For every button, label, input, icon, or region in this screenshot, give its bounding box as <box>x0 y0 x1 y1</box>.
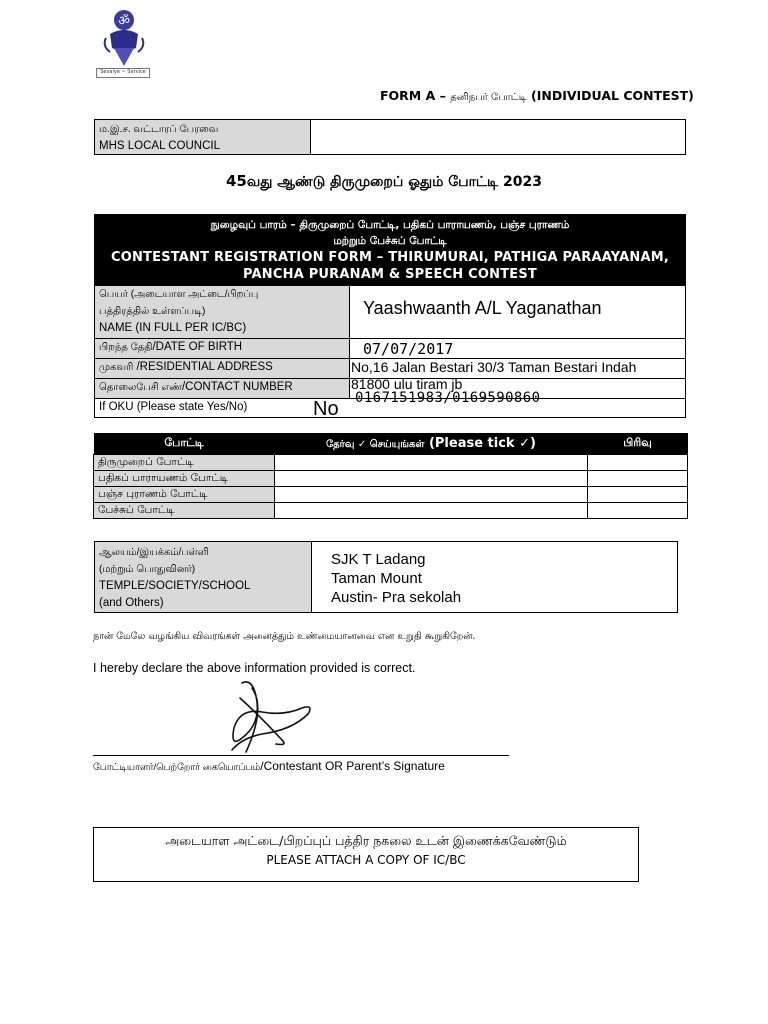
category-cell[interactable] <box>588 487 688 503</box>
name-field[interactable]: Yaashwaanth A/L Yaganathan <box>363 298 602 318</box>
attach-english: PLEASE ATTACH A COPY OF IC/BC <box>266 853 466 867</box>
registration-form <box>94 214 686 418</box>
address-line-2: 81800 ulu tiram jb <box>351 376 463 392</box>
signature-image <box>222 678 322 760</box>
page-title: 45வது ஆண்டு திருமுறைப் ஓதும் போட்டி 2023 <box>225 172 543 190</box>
contest-name: திருமுறைப் போட்டி <box>94 455 275 471</box>
category-cell[interactable] <box>588 471 688 487</box>
contest-name: பேச்சுப் போட்டி <box>94 503 275 519</box>
registration-header <box>95 215 685 285</box>
logo-caption: Sevaiye ~ Service <box>96 68 150 78</box>
col-contest: போட்டி <box>94 433 275 455</box>
tick-cell[interactable] <box>275 471 588 487</box>
oku-label: If OKU (Please state Yes/No) <box>95 399 313 417</box>
contact-row <box>95 376 685 406</box>
header-english-line-1: CONTESTANT REGISTRATION FORM – THIRUMURAI, PATHIGA PARAAYANAM, <box>110 250 670 265</box>
table-row <box>94 455 688 471</box>
oku-row <box>95 398 685 420</box>
contest-name: பதிகப் பாராயணம் போட்டி <box>94 471 275 487</box>
category-cell[interactable] <box>588 455 688 471</box>
signature-line <box>93 755 509 756</box>
contact-label: தொலைபேசி எண்/CONTACT NUMBER <box>95 379 350 398</box>
name-row <box>95 285 685 338</box>
category-cell[interactable] <box>588 503 688 519</box>
declaration-english: I hereby declare the above information provided is correct. <box>93 661 416 675</box>
name-label: பெயர் (அடையாள அட்டை/பிறப்பு பத்திரத்தில் உள்ளப்படி) NAME (IN FULL PER IC/BC) <box>95 286 350 338</box>
temple-field[interactable]: SJK T Ladang Taman Mount Austin- Pra sekolah <box>331 551 462 606</box>
tick-cell[interactable] <box>275 455 588 471</box>
signature-label: போட்டியாளர்/பெற்றோர் கையொப்பம்/Contestant OR Parent’s Signature <box>93 759 445 773</box>
col-category: பிரிவு <box>588 433 688 455</box>
svg-text:ॐ: ॐ <box>118 14 130 29</box>
dob-label: பிறந்த தேதி/DATE OF BIRTH <box>95 339 350 358</box>
tick-cell[interactable] <box>275 487 588 503</box>
dob-field[interactable]: 07/07/2017 <box>363 340 454 358</box>
declaration-tamil: நான் மேலே வழங்கிய விவரங்கள் அனைத்தும் உண்மையானவை என உறுதி கூறுகிறேன். <box>93 631 476 642</box>
council-field[interactable] <box>311 120 685 154</box>
attach-notice <box>93 827 639 882</box>
temple-box <box>94 541 678 613</box>
form-heading: FORM A – தனிநபர் போட்டி (INDIVIDUAL CONTEST) <box>380 88 694 103</box>
council-label: ம.இ.ச. வட்டாரப் பேரவை MHS LOCAL COUNCIL <box>95 120 311 154</box>
tick-cell[interactable] <box>275 503 588 519</box>
contest-table <box>93 433 688 519</box>
table-row <box>94 471 688 487</box>
col-tick: தேர்வு ✓ செய்யுங்கள் (Please tick ✓) <box>275 433 588 455</box>
temple-label: ஆலயம்/இயக்கம்/பள்ளி (மற்றும் பொதுவினர்) TEMPLE/SOCIETY/SCHOOL (and Others) <box>95 542 312 612</box>
contest-table-header <box>94 433 688 455</box>
contact-field[interactable]: 81800 ulu tiram jb 0167151983/0169590860 <box>351 376 541 406</box>
table-row <box>94 503 688 519</box>
council-box <box>94 119 686 155</box>
dob-row <box>95 338 685 358</box>
address-row <box>95 358 685 378</box>
address-field[interactable]: No,16 Jalan Bestari 30/3 Taman Bestari Indah <box>351 359 637 375</box>
table-row <box>94 487 688 503</box>
attach-tamil: அடையாள அட்டை/பிறப்புப் பத்திர நகலை உடன் இணைக்கவேண்டும் <box>165 833 567 848</box>
header-tamil-line-2: மற்றும் பேச்சுப் போட்டி <box>333 235 447 247</box>
header-tamil-line-1: நுழைவுப் பாரம் – திருமுறைப் போட்டி, பதிகப் பாராயணம், பஞ்ச புராணம் <box>210 219 570 231</box>
oku-field[interactable]: No <box>313 398 339 420</box>
address-label: முகவரி /RESIDENTIAL ADDRESS <box>95 359 350 378</box>
header-english-line-2: PANCHA PURANAM & SPEECH CONTEST <box>243 267 537 282</box>
contest-name: பஞ்ச புராணம் போட்டி <box>94 487 275 503</box>
